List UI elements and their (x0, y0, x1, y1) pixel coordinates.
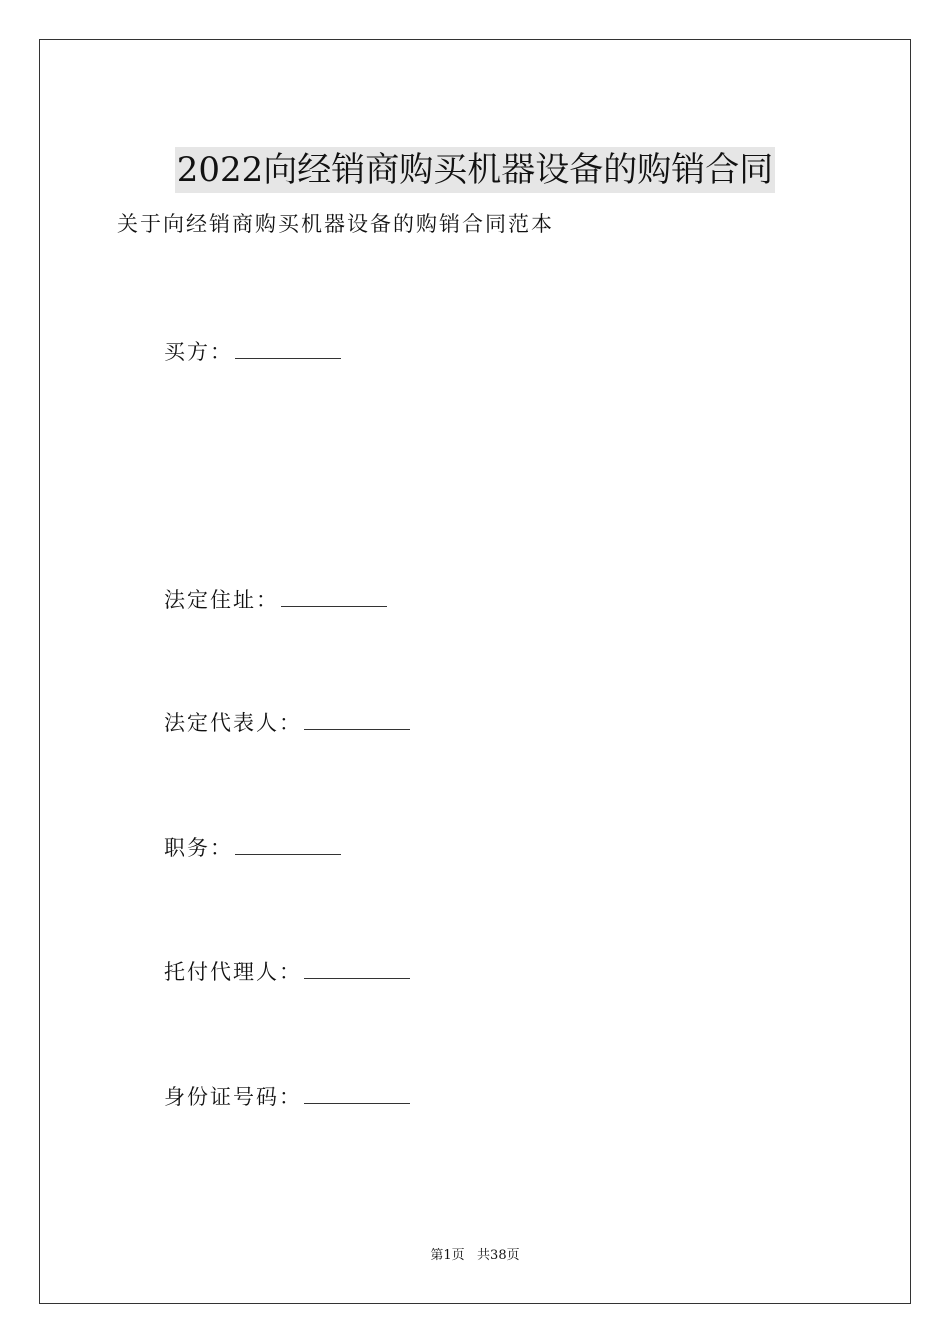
position-blank-line (235, 834, 341, 855)
legal-representative-blank-line (304, 709, 410, 730)
agent-field (164, 956, 410, 988)
buyer-blank-line (235, 338, 341, 359)
title-container (0, 124, 950, 216)
position-label: 职务： (164, 836, 233, 860)
legal-representative-label: 法定代表人： (164, 711, 302, 735)
legal-address-field (164, 584, 387, 616)
legal-address-label: 法定住址： (164, 588, 279, 612)
buyer-field (164, 336, 341, 368)
agent-blank-line (304, 958, 410, 979)
id-number-field (164, 1081, 410, 1113)
agent-label: 托付代理人： (164, 960, 302, 984)
legal-representative-field (164, 707, 410, 739)
document-subtitle: 关于向经销商购买机器设备的购销合同范本 (117, 212, 554, 236)
id-number-blank-line (304, 1083, 410, 1104)
document-title: 2022向经销商购买机器设备的购销合同 (175, 147, 776, 193)
page-footer: 第1页 共38页 (430, 1248, 520, 1263)
buyer-label: 买方： (164, 340, 233, 364)
position-field (164, 832, 341, 864)
legal-address-blank-line (281, 586, 387, 607)
id-number-label: 身份证号码： (164, 1085, 302, 1109)
